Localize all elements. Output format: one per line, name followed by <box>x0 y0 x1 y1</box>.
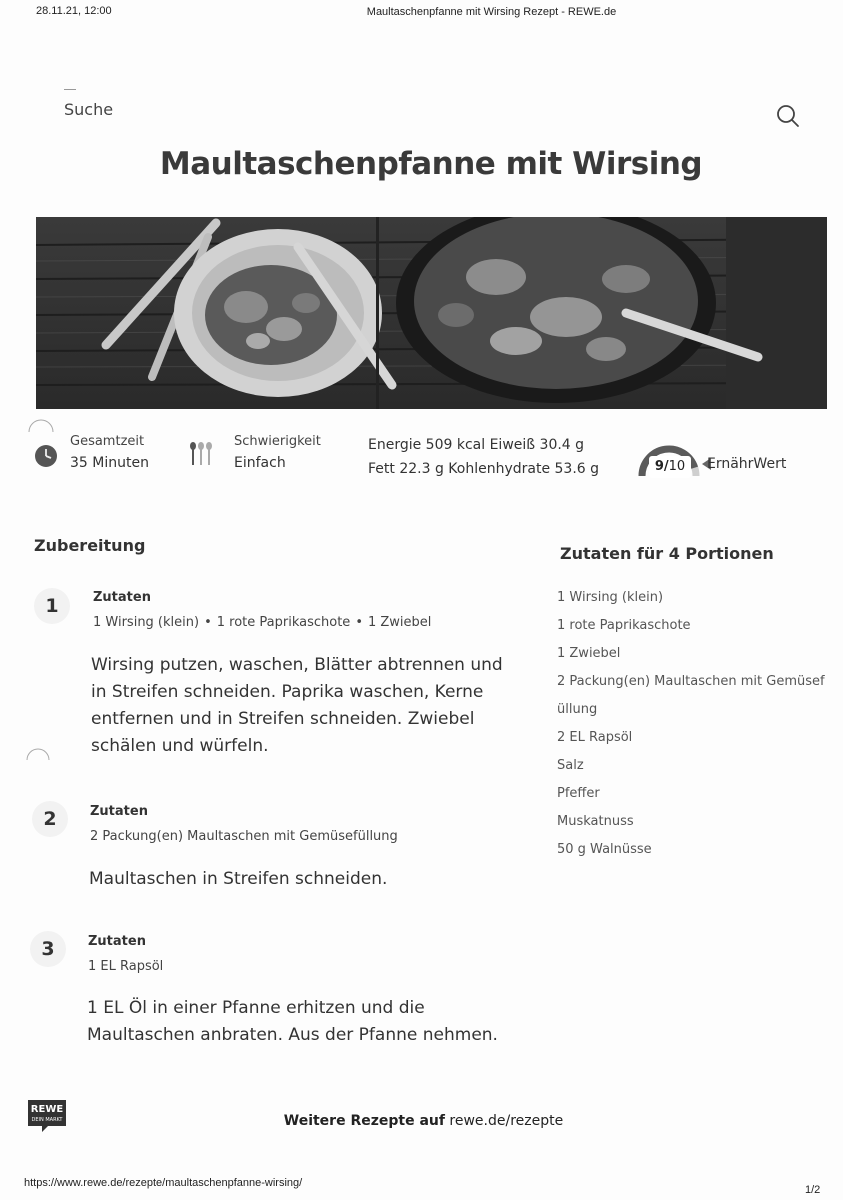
nutrition-score-value: 9 <box>654 459 664 474</box>
step-ingredient: 2 Packung(en) Maultaschen mit Gemüsefüllung <box>90 829 398 844</box>
more-recipes <box>0 1113 843 1129</box>
step-number: 1 <box>34 588 70 624</box>
total-time <box>70 434 149 471</box>
step-number: 2 <box>32 801 68 837</box>
nutrition-score-separator: / <box>663 459 669 474</box>
list-item: üllung <box>557 702 598 717</box>
difficulty-spoons-icon <box>187 441 215 467</box>
list-item: Muskatnuss <box>557 814 634 829</box>
step-ingredients <box>88 959 163 974</box>
step-text: 1 EL Öl in einer Pfanne erhitzen und die Maultaschen anbraten. Aus der Pfanne nehmen. <box>87 998 498 1045</box>
clock-icon <box>34 444 58 468</box>
step-ingredients <box>90 829 398 844</box>
total-time-value: 35 Minuten <box>70 455 149 471</box>
page-title: Maultaschenpfanne mit Wirsing <box>159 146 703 182</box>
step-ingredients-heading: Zutaten <box>88 934 146 949</box>
step-ingredient: 1 Zwiebel <box>367 615 432 630</box>
difficulty <box>234 434 321 471</box>
print-url: https://www.rewe.de/rezepte/maultaschenpfanne-wirsing/ <box>24 1177 303 1189</box>
step-ingredient: 1 Wirsing (klein) <box>93 615 200 630</box>
list-item: Salz <box>557 758 584 773</box>
nutrition-score-max: 10 <box>668 459 686 474</box>
search-icon[interactable] <box>776 104 800 128</box>
step-ingredient: 1 EL Rapsöl <box>88 959 164 974</box>
divider <box>64 89 76 90</box>
decorative-arc <box>26 747 50 761</box>
nutrition-line-2: Fett 22.3 g Kohlenhydrate 53.6 g <box>368 461 600 477</box>
search-link[interactable]: Suche <box>64 100 114 119</box>
print-datetime: 28.11.21, 12:00 <box>36 5 112 17</box>
rewe-logo-text: REWE <box>30 1104 64 1115</box>
nutrition-score <box>649 456 691 478</box>
list-item: Pfeffer <box>557 786 600 801</box>
rewe-logo-subtext: DEIN MARKT <box>31 1117 63 1123</box>
step-text: Maultaschen in Streifen schneiden. <box>89 869 388 889</box>
list-item: 2 EL Rapsöl <box>557 730 633 745</box>
step-text: Wirsing putzen, waschen, Blätter abtrennen und in Streifen schneiden. Paprika waschen, Kerne entfernen und in Streifen schneiden. Zwiebel schälen und würfeln. <box>91 655 503 756</box>
list-item: 1 Zwiebel <box>557 646 621 661</box>
difficulty-label: Schwierigkeit <box>234 434 321 449</box>
recipe-hero-image <box>36 217 827 409</box>
list-item: 50 g Walnüsse <box>557 842 652 857</box>
preparation-title: Zubereitung <box>34 536 146 555</box>
list-item: 1 Wirsing (klein) <box>557 590 664 605</box>
nutrition-line-1: Energie 509 kcal Eiweiß 30.4 g <box>368 437 585 453</box>
list-item: 1 rote Paprikaschote <box>557 618 691 633</box>
step-ingredients-heading: Zutaten <box>90 804 148 819</box>
step-ingredients-heading: Zutaten <box>93 590 151 605</box>
step-ingredients: 1 Wirsing (klein) • 1 rote Paprikaschote • 1 Zwiebel <box>93 615 432 630</box>
total-time-label: Gesamtzeit <box>70 434 145 449</box>
difficulty-value: Einfach <box>234 455 286 471</box>
print-page-title: Maultaschenpfanne mit Wirsing Rezept - REWE.de <box>366 6 617 18</box>
list-item: 2 Packung(en) Maultaschen mit Gemüsef <box>557 674 825 689</box>
step-ingredient: 1 rote Paprikaschote <box>216 615 351 630</box>
decorative-arc <box>28 419 54 433</box>
ingredients-list <box>557 589 825 869</box>
print-page-number: 1/2 <box>805 1184 821 1196</box>
more-recipes-label: Weitere Rezepte auf <box>283 1113 445 1129</box>
more-recipes-link[interactable]: rewe.de/rezepte <box>449 1113 564 1129</box>
nutrition-score-label: ErnährWert <box>707 456 787 472</box>
step-number: 3 <box>30 931 66 967</box>
ingredients-title: Zutaten für 4 Portionen <box>560 544 774 563</box>
